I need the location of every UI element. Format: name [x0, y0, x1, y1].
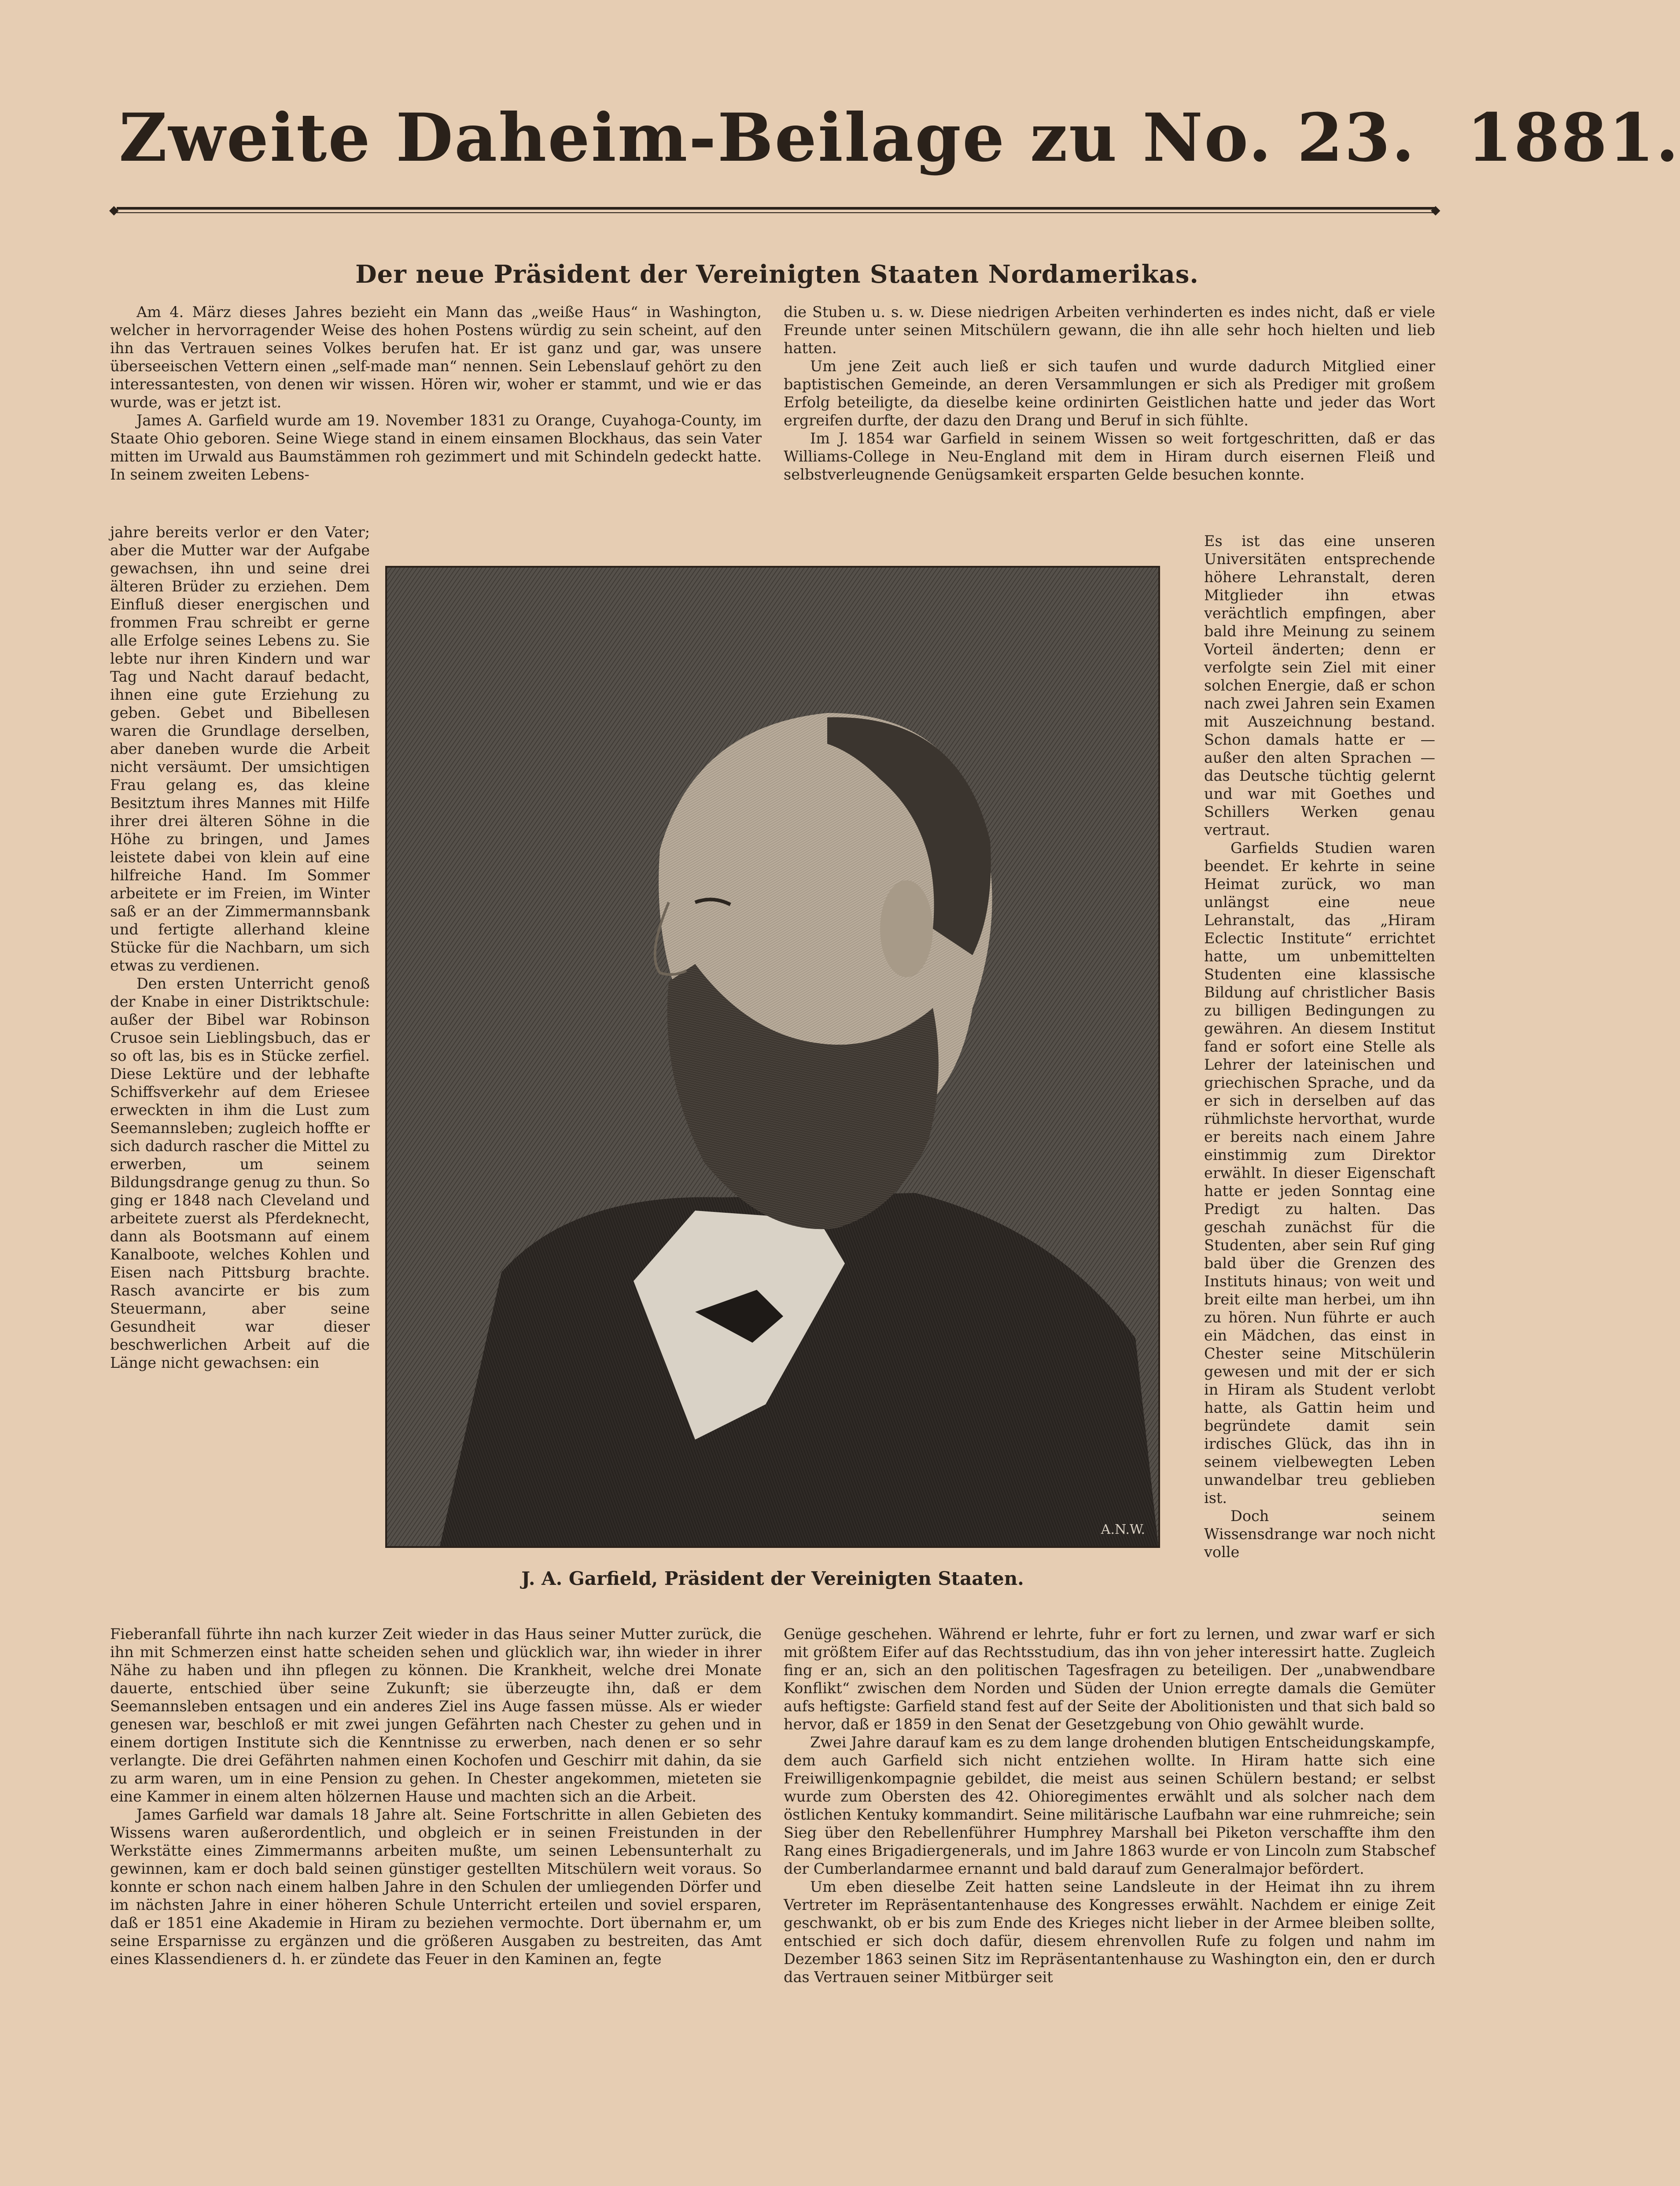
- paragraph: die Stuben u. s. w. Diese niedrigen Arbeiten verhinderten es indes nicht, daß er viele Freunde unter seinen Mitschülern gewann, die ihn alle sehr hoch hielten und lieb hatten.: [784, 303, 1435, 357]
- paragraph: Doch seinem Wissensdrange war noch nicht volle: [1204, 1507, 1435, 1561]
- paragraph: James Garfield war damals 18 Jahre alt. Seine Fortschritte in allen Gebieten des Wissens waren außerordentlich, und obgleich er in seinen Freistunden in der Werkstätte eines Zimmermanns arbeiten mußte, um seinen Lebensunterhalt zu gewinnen, kam er doch bald seinen günstiger gestellten Mitschülern weit voraus. So konnte er schon nach einem halben Jahre in den Schulen der umliegenden Dörfer und im nächsten Jahre in einer höheren Schule Unterricht erteilen und soviel ersparen, daß er 1851 eine Akademie in Hiram zu beziehen vermochte. Dort übernahm er, um seine Ersparnisse zu ergänzen und die größeren Ausgaben zu bestreiten, das Amt eines Klassendieners d. h. er zündete das Feuer in den Kaminen an, fegte: [110, 1806, 762, 1968]
- paragraph: Es ist das eine unseren Universitäten entsprechende höhere Lehranstalt, deren Mitglieder ihn etwas verächtlich empfingen, aber bald ihre Meinung zu seinem Vorteil änderten; denn er verfolgte sein Ziel mit einer solchen Energie, daß er schon nach zwei Jahren sein Examen mit Auszeichnung bestand. Schon damals hatte er — außer den alten Sprachen — das Deutsche tüchtig gelernt und war mit Goethes und Schillers Werken genau vertraut.: [1204, 532, 1435, 838]
- masthead-year: 1881.: [1466, 99, 1680, 177]
- paragraph: Um jene Zeit auch ließ er sich taufen und wurde dadurch Mitglied einer baptistischen Gemeinde, an deren Versammlungen er sich als Prediger mit großem Erfolg beteiligte, da dieselbe keine ordinirten Geistlichen hatte und jeder das Wort ergreifen durfte, der dazu den Drang und Beruf in sich fühlte.: [784, 358, 1435, 429]
- paragraph: Genüge geschehen. Während er lehrte, fuhr er fort zu lernen, und zwar warf er sich mit größtem Eifer auf das Rechtsstudium, das ihn von jeher interessirt hatte. Zugleich fing er an, sich an den politischen Tagesfragen zu beteiligen. Der „unabwendbare Konflikt“ zwischen dem Norden und Süden der Union erregte damals die Gemüter aufs heftigste: Garfield stand fest auf der Seite der Abolitionisten und that sich bald so hervor, daß er 1859 in den Senat der Gesetzgebung von Ohio gewählt wurde.: [784, 1625, 1435, 1733]
- masthead-rule-thick: [117, 207, 1435, 210]
- rule-ornament-right-icon: ◆: [1431, 203, 1441, 217]
- paragraph: Am 4. März dieses Jahres bezieht ein Mann das „weiße Haus“ in Washington, welcher in hervorragender Weise des hohen Postens würdig zu sein scheint, auf den ihn das Vertrauen seines Volkes berufen hat. Er ist ganz und gar, was unsere überseeischen Vettern einen „self-made man“ nennen. Sein Lebenslauf gehört zu den interessantesten, von denen wir wissen. Hören wir, woher er stammt, und wie er das wurde, was er jetzt ist.: [110, 303, 762, 411]
- engraver-signature: A.N.W.: [1101, 1522, 1145, 1537]
- masthead-title: Zweite Daheim-Beilage zu No. 23.: [119, 99, 1416, 177]
- portrait-engraving: [385, 566, 1160, 1548]
- portrait-caption: J. A. Garfield, Präsident der Vereinigten Staaten.: [521, 1568, 1024, 1589]
- masthead-rule-thin: [117, 212, 1435, 213]
- column-1-narrow: [110, 523, 370, 1620]
- masthead: [119, 99, 1680, 187]
- paragraph: Fieberanfall führte ihn nach kurzer Zeit wieder in das Haus seiner Mutter zurück, die ihn mit Schmerzen einst hatte scheiden sehen und glücklich war, ihn wieder in ihrer Nähe zu haben und ihn pflegen zu können. Die Krankheit, welche drei Monate dauerte, entschied über seine Zukunft; sie überzeugte ihn, daß er dem Seemannsleben entsagen und ein anderes Ziel ins Auge fassen müsse. Als er wieder genesen war, beschloß er mit zwei jungen Gefährten nach Chester zu gehen und in einem dortigen Institute sich die Kenntnisse zu erwerben, nach denen er so sehr verlangte. Die drei Gefährten nahmen einen Kochofen und Geschirr mit dahin, da sie zu arm waren, um in eine Pension zu gehen. In Chester angekommen, mieteten sie eine Kammer in einem alten hölzernen Hause und machten sich an die Arbeit.: [110, 1625, 762, 1805]
- paragraph: Um eben dieselbe Zeit hatten seine Landsleute in der Heimat ihn zu ihrem Vertreter im Repräsentantenhause des Kongresses erwählt. Nachdem er einige Zeit geschwankt, ob er bis zum Ende des Krieges nicht lieber in der Armee bleiben sollte, entschied er sich doch dafür, diesem ehrenvollen Rufe zu folgen und nahm im Dezember 1863 seinen Sitz im Repräsentantenhause zu Washington ein, den er durch das Vertrauen seiner Mitbürger seit: [784, 1878, 1435, 1986]
- article-headline: Der neue Präsident der Vereinigten Staaten Nordamerikas.: [355, 260, 1199, 289]
- column-2-top: [784, 303, 1435, 532]
- rule-ornament-left-icon: ◆: [109, 203, 119, 217]
- column-2-bottom: [784, 1625, 1435, 2109]
- portrait-illustration: [387, 568, 1158, 1546]
- paragraph: jahre bereits verlor er den Vater; aber die Mutter war der Aufgabe gewachsen, ihn und seine drei älteren Brüder zu erziehen. Dem Einfluß dieser energischen und frommen Frau schreibt er gerne alle Erfolge seines Lebens zu. Sie lebte nur ihren Kindern und war Tag und Nacht darauf bedacht, ihnen eine gute Erziehung zu geben. Gebet und Bibellesen waren die Grundlage derselben, aber daneben wurde die Arbeit nicht versäumt. Der umsichtigen Frau gelang es, das kleine Besitztum ihres Mannes mit Hilfe ihrer drei älteren Söhne in die Höhe zu bringen, und James leistete dabei von klein auf eine hilfreiche Hand. Im Sommer arbeitete er im Freien, im Winter saß er an der Zimmermannsbank und fertigte allerhand kleine Stücke für die Nachbarn, um sich etwas zu verdienen.: [110, 524, 370, 974]
- column-1-bottom: [110, 1625, 762, 2109]
- paragraph: Im J. 1854 war Garfield in seinem Wissen so weit fortgeschritten, daß er das Williams-College in Neu-England mit dem in Hiram durch eisernen Fleiß und selbstverleugnende Genügsamkeit ersparten Gelde besuchen konnte.: [784, 430, 1435, 483]
- paragraph: Garfields Studien waren beendet. Er kehrte in seine Heimat zurück, wo man unlängst eine neue Lehranstalt, das „Hiram Eclectic Institute“ errichtet hatte, um unbemittelten Studenten eine klassische Bildung auf christlicher Basis zu billigen Bedingungen zu gewähren. An diesem Institut fand er sofort eine Stelle als Lehrer der lateinischen und griechischen Sprache, und da er sich in derselben auf das rühmlichste hervorthat, wurde er bereits nach einem Jahre einstimmig zum Direktor erwählt. In dieser Eigenschaft hatte er jeden Sonntag eine Predigt zu halten. Das geschah zunächst für die Studenten, aber sein Ruf ging bald über die Grenzen des Instituts hinaus; von weit und breit eilte man herbei, um ihn zu hören. Nun führte er auch ein Mädchen, das einst in Chester seine Mitschülerin gewesen und mit der er sich in Hiram als Student verlobt hatte, als Gattin heim und begründete damit sein irdisches Glück, das ihn in seinem vielbewegten Leben unwandelbar treu geblieben ist.: [1204, 839, 1435, 1507]
- column-2-narrow: [1204, 532, 1435, 1624]
- paragraph: James A. Garfield wurde am 19. November 1831 zu Orange, Cuyahoga-County, im Staate Ohio geboren. Seine Wiege stand in einem einsamen Blockhaus, das sein Vater mitten im Urwald aus Baumstämmen roh gezimmert und mit Schindeln gedeckt hatte. In seinem zweiten Lebens-: [110, 412, 762, 483]
- paragraph: Zwei Jahre darauf kam es zu dem lange drohenden blutigen Entscheidungskampfe, dem auch Garfield sich nicht entziehen wollte. In Hiram hatte sich eine Freiwilligenkompagnie gebildet, die meist aus seinen Schülern bestand; er selbst wurde zum Obersten des 42. Ohioregimentes erwählt und als solcher nach dem östlichen Kentuky kommandirt. Seine militärische Laufbahn war eine ruhmreiche; sein Sieg über den Rebellenführer Humphrey Marshall bei Piketon verschaffte ihm den Rang eines Brigadiergenerals, und im Jahre 1863 wurde er von Lincoln zum Stabschef der Cumberlandarmee ernannt und bald darauf zum Generalmajor befördert.: [784, 1734, 1435, 1877]
- paragraph: Den ersten Unterricht genoß der Knabe in einer Distriktschule: außer der Bibel war Robinson Crusoe sein Lieblingsbuch, das er so oft las, bis es in Stücke zerfiel. Diese Lektüre und der lebhafte Schiffsverkehr auf dem Eriesee erweckten in ihm die Lust zum Seemannsleben; zugleich hoffte er sich dadurch rascher die Mittel zu erwerben, um seinem Bildungsdrange genug zu thun. So ging er 1848 nach Cleveland und arbeitete zuerst als Pferdeknecht, dann als Bootsmann auf einem Kanalboote, welches Kohlen und Eisen nach Pittsburg brachte. Rasch avancirte er bis zum Steuermann, aber seine Gesundheit war dieser beschwerlichen Arbeit auf die Länge nicht gewachsen: ein: [110, 975, 370, 1371]
- column-1-top: [110, 303, 762, 523]
